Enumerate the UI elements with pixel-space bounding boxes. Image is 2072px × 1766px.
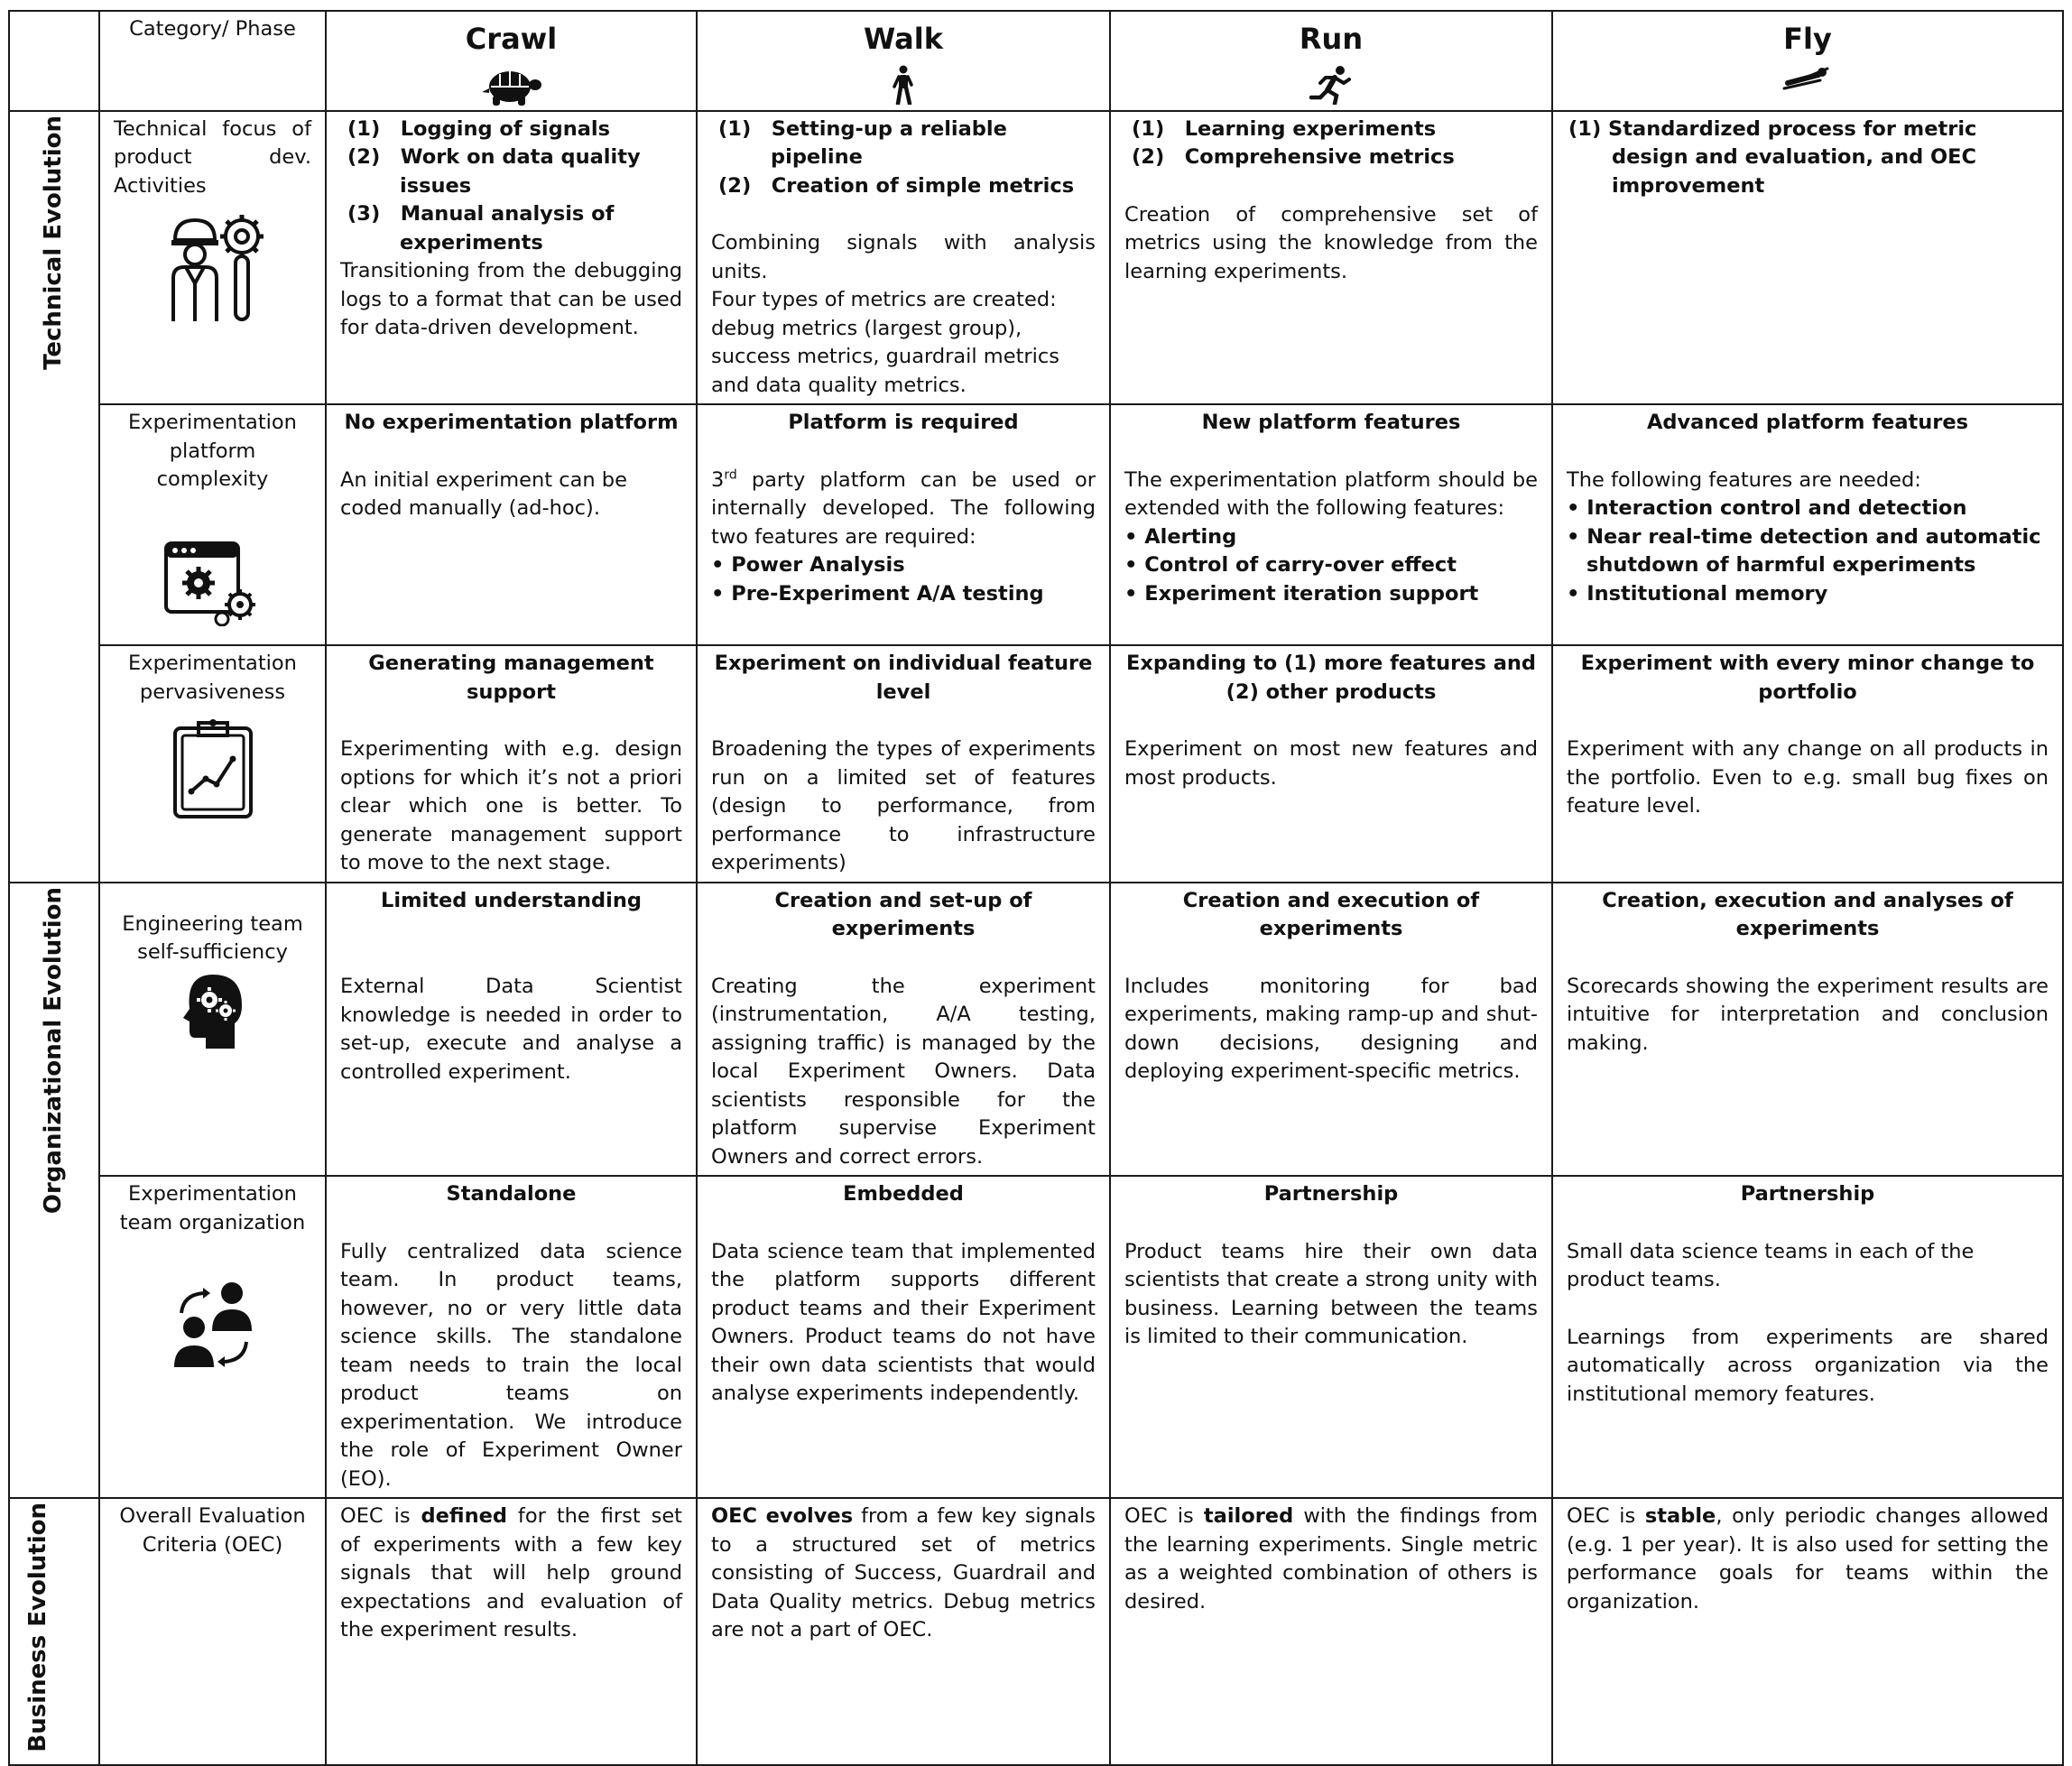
bullet-text: Alerting <box>1144 524 1237 549</box>
crawl-focus-item-1: (1) Logging of signals <box>347 116 610 141</box>
teamorg-walk-body: Data science team that implemented the platform supports different product teams and their Experiment Owners. Product teams do not have their own data scientists that would analyse experiments independently. <box>711 1239 1096 1406</box>
group-technical-evolution <box>9 111 99 883</box>
phase-header-walk <box>697 11 1110 111</box>
cell-oec-fly <box>1552 1498 2063 1765</box>
running-person-icon <box>1308 65 1355 105</box>
platform-walk-title: Platform is required <box>788 411 1019 435</box>
platform-walk-body-post: party platform can be used or internally developed. The following two features are required: <box>711 467 1096 549</box>
teamorg-crawl-body: Fully centralized data science team. In product teams, however, no or very little data science skills. The standalone team needs to train the local product teams on experimentation. We introduce the role of Experiment Owner (EO). <box>340 1239 682 1491</box>
group-label-organizational: Organizational Evolution <box>40 886 68 1214</box>
walk-focus-body-1: Combining signals with analysis units. <box>711 231 1096 283</box>
pervasiveness-fly-title: Experiment with every minor change to portfolio <box>1580 652 2035 704</box>
cell-self-sufficiency-crawl <box>326 883 697 1177</box>
rowhead-self-sufficiency <box>99 883 326 1177</box>
platform-fly-title: Advanced platform features <box>1646 411 1969 435</box>
cell-technical-focus-run <box>1110 111 1552 405</box>
selfsuff-crawl-body: External Data Scientist knowledge is needed in order to set-up, execute and analyse a controlled experiment. <box>340 975 682 1084</box>
row-platform-complexity <box>9 404 2063 645</box>
cell-technical-focus-crawl <box>326 111 697 405</box>
pervasiveness-fly-body: Experiment with any change on all products in the portfolio. Even to e.g. small bug fixes on feature level. <box>1567 737 2049 818</box>
selfsuff-walk-title: Creation and set-up of experiments <box>774 888 1032 941</box>
category-phase-header: Category/ Phase <box>99 11 326 111</box>
teamorg-run-body: Product teams hire their own data scientists that create a strong unity with business. Learning between the teams is limited to their communication. <box>1124 1239 1538 1349</box>
cell-self-sufficiency-walk <box>697 883 1110 1177</box>
walk-focus-item-2: (2) Creation of simple metrics <box>718 173 1075 198</box>
oec-walk-post: from a few key signals to a structured set of metrics consisting of Success, Guardrail and Data Quality metrics. Debug metrics are not a part of OEC. <box>711 1504 1096 1642</box>
cell-technical-focus-fly <box>1552 111 2063 405</box>
platform-fly-bullet-1: • Interaction control and detection <box>1567 496 1967 521</box>
platform-run-bullet-1: • Alerting <box>1124 524 1237 549</box>
platform-fly-bullet-3: • Institutional memory <box>1567 581 1828 606</box>
cell-platform-crawl <box>326 404 697 645</box>
rowhead-pervasiveness <box>99 645 326 883</box>
teamorg-fly-body-1: Small data science teams in each of the product teams. <box>1567 1239 1975 1292</box>
cell-oec-walk <box>697 1498 1110 1765</box>
cell-pervasiveness-fly <box>1552 645 2063 883</box>
group-business-evolution <box>9 1498 99 1765</box>
walk-focus-body-2: Four types of metrics are created: debug metrics (largest group), success metrics, guardrail metrics and data quality metrics. <box>711 288 1059 397</box>
bullet-text: Control of carry-over effect <box>1144 553 1457 578</box>
cell-pervasiveness-run <box>1110 645 1552 883</box>
crawl-focus-body: Transitioning from the debugging logs to a format that can be used for data-driven development. <box>340 259 682 340</box>
row-self-sufficiency <box>9 883 2063 1177</box>
row-oec <box>9 1498 2063 1765</box>
teamorg-walk-title: Embedded <box>843 1182 964 1207</box>
cell-platform-run <box>1110 404 1552 645</box>
rowhead-platform-complexity <box>99 404 326 645</box>
browser-gears-icon <box>162 540 264 626</box>
platform-crawl-body: An initial experiment can be coded manually (ad-hoc). <box>340 467 627 521</box>
platform-walk-body-sup: rd <box>724 467 737 483</box>
oec-fly-pre: OEC is <box>1567 1504 1645 1529</box>
platform-run-body: The experimentation platform should be extended with the following features: <box>1124 467 1538 521</box>
phase-header-fly <box>1552 11 2063 111</box>
selfsuff-crawl-title: Limited understanding <box>381 888 642 912</box>
pervasiveness-walk-title: Experiment on individual feature level <box>714 652 1093 704</box>
cell-pervasiveness-crawl <box>326 645 697 883</box>
oec-crawl-bold: defined <box>421 1504 507 1529</box>
teamorg-fly-title: Partnership <box>1740 1182 1875 1207</box>
oec-walk-bold: OEC evolves <box>711 1504 854 1529</box>
cell-team-org-run <box>1110 1176 1552 1498</box>
walk-focus-item-1: (1) Setting-up a reliable pipeline <box>718 116 1007 170</box>
cell-platform-fly <box>1552 404 2063 645</box>
pervasiveness-run-title: Expanding to (1) more features and (2) other products <box>1125 652 1537 704</box>
platform-crawl-title: No experimentation platform <box>344 411 679 435</box>
teamorg-run-title: Partnership <box>1263 1182 1399 1207</box>
header-row <box>9 11 2063 111</box>
row-technical-focus <box>9 111 2063 405</box>
rowhead-label: Experimentation team organization <box>119 1182 306 1234</box>
phase-name-run: Run <box>1299 22 1364 56</box>
pervasiveness-run-body: Experiment on most new features and most products. <box>1124 737 1538 790</box>
teamorg-fly-body-2: Learnings from experiments are shared automatically across organization via the institutional memory features. <box>1567 1325 2049 1406</box>
teamorg-crawl-title: Standalone <box>446 1182 577 1207</box>
row-pervasiveness <box>9 645 2063 883</box>
oec-run-text <box>1124 1502 1538 1616</box>
phase-header-crawl <box>326 11 697 111</box>
rowhead-label: Experimentation pervasiveness <box>128 652 297 704</box>
flying-person-icon <box>1782 65 1833 92</box>
pervasiveness-crawl-body: Experimenting with e.g. design options for which it’s not a priori clear which one is better. To generate management support to move to the next stage. <box>340 737 682 875</box>
crawl-focus-item-2: (2) Work on data quality issues <box>347 145 641 198</box>
engineer-gear-icon <box>159 213 267 325</box>
phase-name-fly: Fly <box>1783 22 1832 56</box>
rowhead-label: Experimentation platform complexity <box>128 411 297 492</box>
team-exchange-icon <box>163 1279 263 1373</box>
group-organizational-evolution <box>9 883 99 1499</box>
cell-oec-run <box>1110 1498 1552 1765</box>
oec-run-bold: tailored <box>1203 1504 1294 1529</box>
crawl-focus-item-3: (3) Manual analysis of experiments <box>347 202 615 254</box>
cell-team-org-fly <box>1552 1176 2063 1498</box>
pervasiveness-walk-body: Broadening the types of experiments run on a limited set of features (design to performance, from performance to infrastructure experiments) <box>711 737 1096 875</box>
bullet-text: Experiment iteration support <box>1144 581 1479 606</box>
bullet-text: Near real-time detection and automatic shutdown of harmful experiments <box>1586 524 2041 578</box>
oec-run-pre: OEC is <box>1124 1504 1204 1529</box>
bullet-text: Power Analysis <box>731 553 905 578</box>
run-focus-item-1: (1) Learning experiments <box>1132 116 1437 141</box>
platform-walk-body-pre: 3 <box>711 467 725 492</box>
cell-platform-walk <box>697 404 1110 645</box>
platform-run-bullet-3: • Experiment iteration support <box>1124 581 1479 606</box>
rowhead-team-organization <box>99 1176 326 1498</box>
selfsuff-run-title: Creation and execution of experiments <box>1182 888 1480 941</box>
turtle-icon <box>480 65 543 106</box>
selfsuff-walk-body: Creating the experiment (instrumentation, A/A testing, assigning traffic) is managed by the local Experiment Owners. Data scientists responsible for the platform supervise Experiment Owners and correct errors. <box>711 974 1096 1169</box>
spacer <box>1567 1295 2049 1324</box>
head-gears-icon <box>180 973 245 1050</box>
group-label-technical: Technical Evolution <box>40 115 68 370</box>
selfsuff-fly-body: Scorecards showing the experiment results are intuitive for interpretation and conclusion making. <box>1567 974 2049 1055</box>
oec-crawl-post: for the first set of experiments with a few key signals that will help ground expectations and evaluation of the experiment results. <box>340 1504 683 1642</box>
cell-self-sufficiency-fly <box>1552 883 2063 1177</box>
platform-fly-bullet-2: • Near real-time detection and automatic shutdown of harmful experiments <box>1567 524 2041 578</box>
run-focus-body: Creation of comprehensive set of metrics using the knowledge from the learning experiments. <box>1124 202 1538 283</box>
bullet-text: Interaction control and detection <box>1586 496 1967 521</box>
cell-team-org-crawl <box>326 1176 697 1498</box>
rowhead-label: Technical focus of product dev. Activities <box>114 116 311 198</box>
run-focus-item-2: (2) Comprehensive metrics <box>1132 145 1455 170</box>
oec-fly-bold: stable <box>1644 1504 1716 1529</box>
platform-run-bullet-2: • Control of carry-over effect <box>1124 553 1457 578</box>
platform-walk-bullet-2: • Pre-Experiment A/A testing <box>711 581 1044 606</box>
oec-fly-text <box>1567 1502 2049 1616</box>
cell-technical-focus-walk <box>697 111 1110 405</box>
platform-run-title: New platform features <box>1201 411 1461 435</box>
rowhead-label: Overall Evaluation Criteria (OEC) <box>119 1504 306 1557</box>
oec-crawl-text <box>340 1502 682 1645</box>
cell-pervasiveness-walk <box>697 645 1110 883</box>
row-team-organization <box>9 1176 2063 1498</box>
walking-person-icon <box>890 65 917 105</box>
oec-walk-text <box>711 1502 1096 1645</box>
rowhead-technical-focus <box>99 111 326 405</box>
cell-oec-crawl <box>326 1498 697 1765</box>
selfsuff-fly-title: Creation, execution and analyses of experiments <box>1602 888 2013 941</box>
group-label-business: Business Evolution <box>24 1502 51 1752</box>
platform-walk-bullet-1: • Power Analysis <box>711 553 905 578</box>
phase-name-crawl: Crawl <box>465 22 558 56</box>
oec-run-post: with the findings from the learning experiments. Single metric as a weighted combination of others is desired. <box>1124 1504 1538 1613</box>
rowhead-oec <box>99 1498 326 1765</box>
rowhead-label: Engineering team self-sufficiency <box>122 911 303 965</box>
corner-cell <box>9 11 99 111</box>
fly-focus-item-1: (1) Standardized process for metric design and evaluation, and OEC improvement <box>1568 116 1977 198</box>
platform-fly-body: The following features are needed: <box>1567 467 1921 492</box>
bullet-text: Institutional memory <box>1586 581 1828 606</box>
phase-name-walk: Walk <box>864 22 943 56</box>
selfsuff-run-body: Includes monitoring for bad experiments, making ramp-up and shut-down decisions, designing and deploying experiment-specific metrics. <box>1124 974 1538 1084</box>
cell-team-org-walk <box>697 1176 1110 1498</box>
bullet-text: Pre-Experiment A/A testing <box>731 581 1044 606</box>
phase-header-run <box>1110 11 1552 111</box>
oec-fly-post: , only periodic changes allowed (e.g. 1 per year). It is also used for setting the performance goals for teams within the organization. <box>1567 1504 2049 1613</box>
cell-self-sufficiency-run <box>1110 883 1552 1177</box>
oec-crawl-pre: OEC is <box>340 1504 421 1529</box>
platform-walk-body <box>711 467 1096 552</box>
maturity-matrix-table <box>8 10 2064 1766</box>
pervasiveness-crawl-title: Generating management support <box>368 652 654 704</box>
clipboard-chart-icon <box>170 719 256 820</box>
